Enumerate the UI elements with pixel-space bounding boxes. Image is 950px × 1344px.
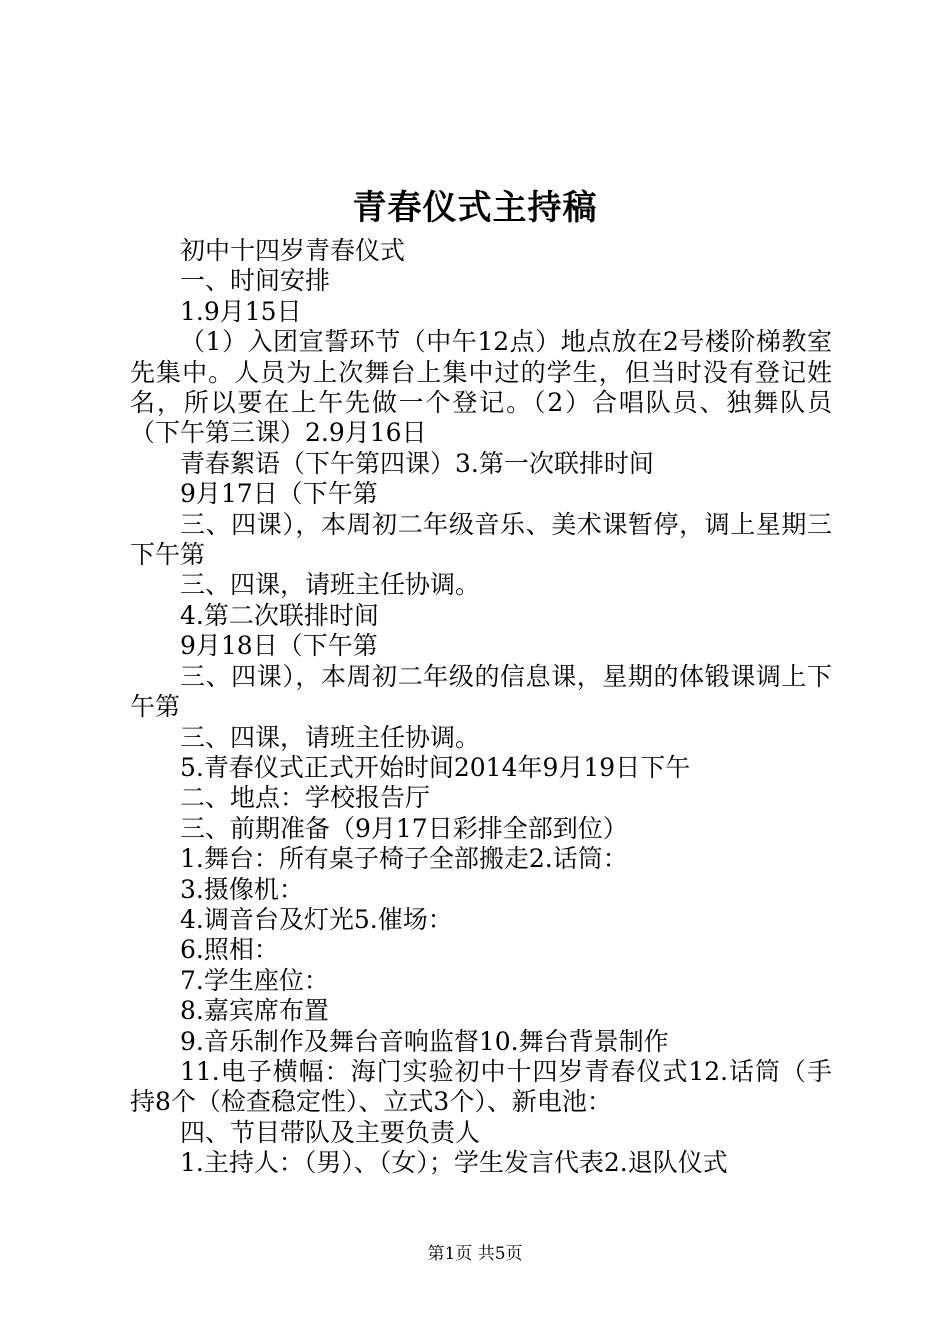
paragraph: 1.舞台：所有桌子椅子全部搬走2.话筒： — [180, 844, 628, 874]
paragraph: 3.摄像机： — [180, 874, 304, 904]
paragraph: 二、地点：学校报告厅 — [180, 783, 431, 813]
paragraph: （1）入团宣誓环节（中午12点）地点放在2号楼阶梯教室先集中。人员为上次舞台上集中过的学生，但当时没有登记姓名，所以要在上午先做一个登记。（2）合唱队员、独舞队员（下午第三课）2.9月16日 — [130, 327, 832, 448]
paragraph: 青春絮语（下午第四课）3.第一次联排时间 — [180, 448, 654, 478]
page-footer: 第1页 共5页 — [427, 1244, 523, 1264]
paragraph: 11.电子横幅：海门实验初中十四岁青春仪式12.话筒（手持8个（检查稳定性）、立式3个）、新电池： — [130, 1056, 832, 1117]
paragraph: 4.第二次联排时间 — [180, 600, 379, 630]
paragraph: 三、四课，请班主任协调。 — [180, 722, 481, 752]
paragraph: 三、四课，请班主任协调。 — [180, 570, 481, 600]
paragraph: 一、时间安排 — [180, 266, 331, 296]
paragraph: 6.照相： — [180, 935, 279, 965]
document-title: 青春仪式主持稿 — [352, 188, 598, 228]
document-body — [130, 236, 832, 1179]
paragraph: 三、前期准备（9月17日彩排全部到位） — [180, 813, 628, 843]
paragraph: 9月18日（下午第 — [180, 631, 378, 661]
paragraph: 1.主持人：（男）、（女）；学生发言代表2.退队仪式 — [180, 1148, 728, 1178]
paragraph: 初中十四岁青春仪式 — [180, 236, 406, 265]
paragraph: 三、四课），本周初二年级的信息课，星期的体锻课调上下午第 — [130, 661, 832, 722]
paragraph: 7.学生座位： — [180, 965, 329, 995]
paragraph: 四、节目带队及主要负责人 — [180, 1117, 481, 1147]
paragraph: 9.音乐制作及舞台音响监督10.舞台背景制作 — [180, 1026, 669, 1056]
paragraph: 三、四课），本周初二年级音乐、美术课暂停，调上星期三下午第 — [130, 509, 832, 570]
paragraph: 1.9月15日 — [180, 296, 302, 326]
paragraph: 4.调音台及灯光5.催场： — [180, 904, 453, 934]
paragraph: 9月17日（下午第 — [180, 479, 378, 509]
paragraph: 8.嘉宾席布置 — [180, 996, 329, 1026]
paragraph: 5.青春仪式正式开始时间2014年9月19日下午 — [180, 752, 691, 782]
